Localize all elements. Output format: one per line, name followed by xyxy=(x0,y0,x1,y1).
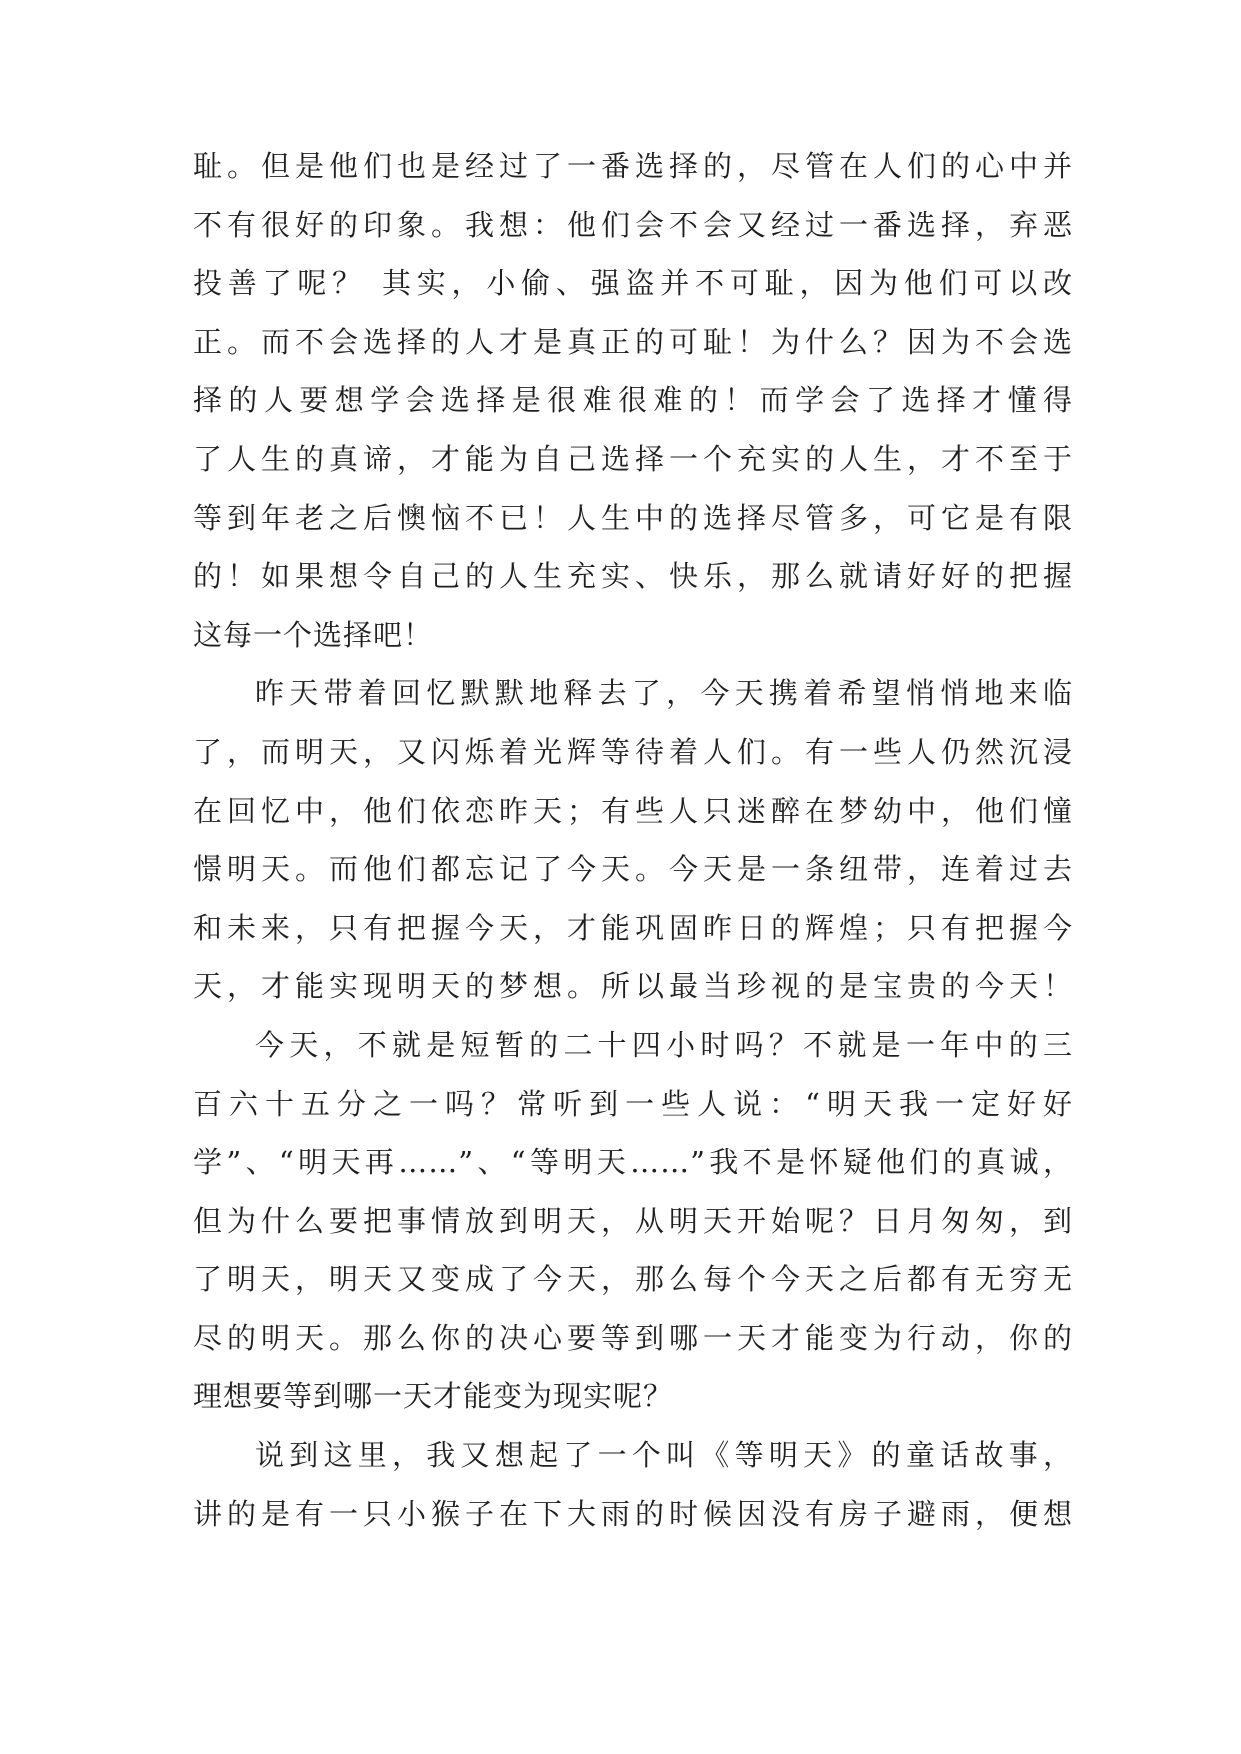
text-line: 不有很好的印象。我想：他们会不会又经过一番选择，弃恶 xyxy=(193,207,1073,242)
text-line: 尽的明天。那么你的决心要等到哪一天才能变为行动，你的 xyxy=(193,1320,1073,1355)
text-line: 了人生的真谛，才能为自己选择一个充实的人生，才不至于 xyxy=(193,441,1073,476)
text-line: 学”、“明天再……”、“等明天……”我不是怀疑他们的真诚， xyxy=(193,1145,1073,1180)
text-line: 正。而不会选择的人才是真正的可耻！为什么？因为不会选 xyxy=(193,324,1073,359)
text-line: 天，才能实现明天的梦想。所以最当珍视的是宝贵的今天！ xyxy=(193,969,1073,1004)
text-line: 昨天带着回忆默默地释去了，今天携着希望悄悄地来临 xyxy=(255,676,1073,711)
text-line: 百六十五分之一吗？常听到一些人说：“明天我一定好好 xyxy=(193,1086,1073,1121)
text-line: 耻。但是他们也是经过了一番选择的，尽管在人们的心中并 xyxy=(193,149,1073,183)
text-line: 但为什么要把事情放到明天，从明天开始呢？日月匆匆，到 xyxy=(193,1203,1073,1238)
text-line: 了明天，明天又变成了今天，那么每个今天之后都有无穷无 xyxy=(193,1262,1073,1297)
text-line: 这每一个选择吧！ xyxy=(193,617,434,652)
text-line: 和未来，只有把握今天，才能巩固昨日的辉煌；只有把握今 xyxy=(193,910,1073,945)
text-line: 了，而明天，又闪烁着光辉等待着人们。有一些人仍然沉浸 xyxy=(193,734,1073,769)
body-text xyxy=(193,137,1073,1543)
text-line: 的！如果想令自己的人生充实、快乐，那么就请好好的把握 xyxy=(193,559,1073,594)
text-line: 等到年老之后懊恼不已！人生中的选择尽管多，可它是有限 xyxy=(193,500,1073,535)
text-line: 投善了呢？ 其实，小偷、强盗并不可耻，因为他们可以改 xyxy=(193,266,1073,301)
text-line: 憬明天。而他们都忘记了今天。今天是一条纽带，连着过去 xyxy=(193,852,1073,887)
text-line: 说到这里，我又想起了一个叫《等明天》的童话故事， xyxy=(255,1438,1073,1473)
text-line: 讲的是有一只小猴子在下大雨的时候因没有房子避雨，便想 xyxy=(193,1496,1073,1531)
text-line: 理想要等到哪一天才能变为现实呢？ xyxy=(193,1379,674,1414)
text-line: 在回忆中，他们依恋昨天；有些人只迷醉在梦幼中，他们憧 xyxy=(193,793,1073,828)
text-line: 今天，不就是短暂的二十四小时吗？不就是一年中的三 xyxy=(255,1027,1073,1062)
text-line: 择的人要想学会选择是很难很难的！而学会了选择才懂得 xyxy=(193,383,1073,418)
